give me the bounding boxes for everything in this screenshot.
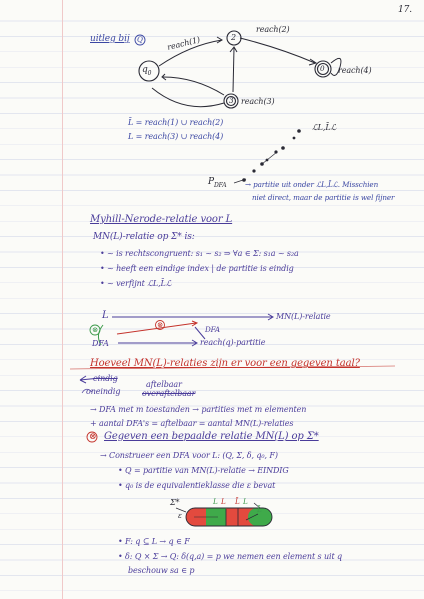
option-eindig: eindig — [93, 374, 118, 383]
schema-dfa: DFA — [92, 339, 109, 348]
partition-l3: L̄ — [235, 497, 240, 506]
edge-label-1: reach(1) — [166, 35, 201, 52]
partition-l1: L — [213, 497, 218, 506]
construct-F: • F: q ⊆ L → q ∈ F — [118, 537, 190, 546]
arrow-dfa-reach — [118, 340, 197, 346]
arrow-L-mn — [112, 314, 273, 320]
given-circled-x: ⊗ — [89, 432, 97, 442]
construct-line: → Construeer een DFA voor L: (Q, Σ, δ, q₀, F) — [100, 451, 278, 460]
edge-label-3: reach(3) — [241, 97, 275, 106]
option-oneindig: oneindig — [86, 387, 121, 396]
myhill-bullet-3: • ~ verfijnt ℒL,L̄ℒ — [100, 279, 172, 288]
sequence-arrow-text: → partitie uit onder ℒL,L̄ℒ. Misschien — [245, 180, 379, 189]
partition-eps: ε — [178, 511, 182, 520]
edge-label-2: reach(2) — [256, 25, 290, 34]
dfa-line-1: → DFA met m toestanden → partities met m elementen — [90, 405, 307, 414]
def-l: L = reach(3) ∪ reach(4) — [128, 132, 224, 141]
edge-3-q0 — [163, 77, 224, 95]
construct-Q: • Q = partitie van MN(L)-relatie → EINDIG — [118, 466, 289, 475]
edge-label-4: reach(4) — [338, 66, 372, 75]
partition-l5: L̄ — [257, 505, 262, 514]
dfa-line-2: + aantal DFA's = aftelbaar = aantal MN(L)-relaties — [90, 419, 294, 428]
sequence-note: niet direct, maar de partitie is wel fijner — [252, 193, 395, 202]
node-3-label: 3 — [229, 96, 234, 105]
page-number: 17. — [398, 5, 413, 15]
edge-q0-3 — [152, 88, 224, 107]
node-0-label: 0 — [320, 64, 325, 73]
myhill-title: Myhill-Nerode-relatie voor L — [90, 214, 233, 225]
construct-delta-2: beschouw sa ∈ p — [128, 566, 195, 575]
question: Hoeveel MN(L)-relaties zijn er voor een gegeven taal? — [90, 358, 360, 369]
myhill-bullet-1: • ~ is rechtscongruent: s₁ ~ s₂ ⇒ ∀a ∈ Σ: s₁a ~ s₂a — [100, 249, 299, 258]
construct-delta: • δ: Q × Σ → Q: δ(q,a) = p we nemen een element s uit q — [118, 552, 343, 561]
header-circled-label: Q — [137, 35, 143, 44]
sequence-top: ℒL,L̄ℒ — [312, 123, 337, 132]
node-q0-label: $q_0$ — [142, 65, 152, 77]
schema-x-red: ⊗ — [157, 320, 163, 329]
option-overaftelbaar: overaftelbaar — [142, 389, 196, 398]
partition-sigma: Σ* — [170, 498, 180, 507]
header-title: uitleg bij — [90, 34, 130, 44]
schema-reach: reach(q)-partitie — [200, 338, 266, 347]
myhill-line1: MN(L)-relatie op Σ* is: — [93, 232, 195, 242]
node-2-label: 2 — [231, 33, 236, 42]
schema-dfa-sub: DFA — [205, 325, 221, 334]
partition-l2: L — [221, 497, 226, 506]
edge-3-2 — [233, 48, 234, 92]
option-aftelbaar: aftelbaar — [146, 380, 182, 389]
given-title: Gegeven een bepaalde relatie MN(L) op Σ* — [104, 431, 319, 442]
partition-l4: L — [243, 497, 248, 506]
schema-L: L — [102, 310, 109, 321]
construct-q0: • q₀ is de equivalentieklasse die ε bevat — [118, 481, 276, 490]
schema-mn: MN(L)-relatie — [276, 312, 331, 321]
edge-2-0 — [240, 38, 315, 63]
myhill-bullet-2: • ~ heeft een eindige index | de partitie is eindig — [100, 264, 294, 273]
pdfa-label: $P_{DFA}$ — [208, 177, 227, 189]
def-lbar: L̄ = reach(1) ∪ reach(2) — [128, 118, 224, 127]
schema-x-green: ⊗ — [92, 325, 98, 334]
